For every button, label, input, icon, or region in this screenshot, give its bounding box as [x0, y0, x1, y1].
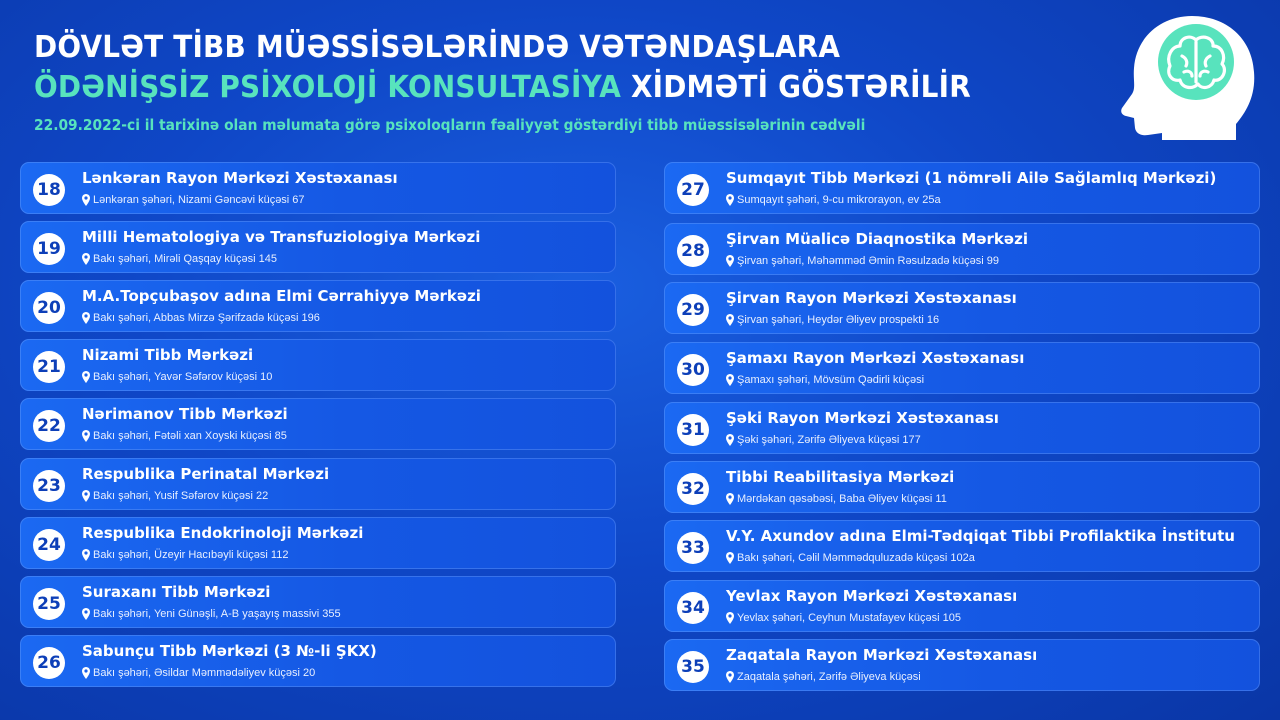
location-pin-icon [82, 549, 90, 561]
facility-card [20, 280, 616, 332]
facility-address-row [82, 252, 277, 266]
facility-address-row [726, 670, 921, 684]
facility-name: V.Y. Axundov adına Elmi-Tədqiqat Tibbi Profilaktika İnstitutu [726, 527, 1235, 545]
facility-number-badge: 22 [33, 410, 65, 442]
location-pin-icon [726, 314, 734, 326]
facility-number-badge: 24 [33, 529, 65, 561]
facility-address-row [726, 433, 921, 447]
facility-card [20, 162, 616, 214]
facility-number-badge: 18 [33, 174, 65, 206]
facility-card [664, 520, 1260, 572]
facility-address: Bakı şəhəri, Mirəli Qaşqay küçəsi 145 [93, 253, 278, 265]
facility-address-row [726, 611, 961, 625]
facility-name: Şəki Rayon Mərkəzi Xəstəxanası [726, 409, 999, 427]
facility-card [664, 639, 1260, 691]
location-pin-icon [726, 434, 734, 446]
facility-number-badge: 28 [677, 235, 709, 267]
facility-number-badge: 21 [33, 351, 65, 383]
title-accent-text: ÖDƏNİŞSİZ PSİXOLOJİ KONSULTASİYA [34, 70, 622, 105]
location-pin-icon [82, 608, 90, 620]
facility-number-badge: 34 [677, 592, 709, 624]
facility-number-badge: 27 [677, 174, 709, 206]
facility-card [664, 342, 1260, 394]
facility-address-row [82, 429, 287, 443]
facility-number-badge: 33 [677, 532, 709, 564]
facility-address: Sumqayıt şəhəri, 9-cu mikrorayon, ev 25a [737, 194, 941, 206]
facility-number-badge: 35 [677, 651, 709, 683]
facility-address: Yevlax şəhəri, Ceyhun Mustafayev küçəsi 105 [737, 612, 961, 624]
facility-address-row [82, 548, 288, 562]
location-pin-icon [726, 255, 734, 267]
facility-address-row [726, 254, 999, 268]
header [34, 28, 1114, 134]
facility-number-badge: 20 [33, 292, 65, 324]
facility-address: Şirvan şəhəri, Məhəmməd Əmin Rəsulzadə küçəsi 99 [737, 255, 1000, 267]
facility-number-badge: 23 [33, 470, 65, 502]
facility-address: Bakı şəhəri, Yavər Səfərov küçəsi 10 [93, 371, 273, 383]
facility-address: Şirvan şəhəri, Heydər Əliyev prospekti 16 [737, 314, 940, 326]
facility-address: Bakı şəhəri, Cəlil Məmmədquluzadə küçəsi 102a [737, 552, 975, 564]
facility-number-badge: 32 [677, 473, 709, 505]
facility-address-row [82, 666, 315, 680]
facility-address-row [82, 193, 305, 207]
facility-card [664, 282, 1260, 334]
facility-name: Şamaxı Rayon Mərkəzi Xəstəxanası [726, 349, 1025, 367]
facility-card [664, 162, 1260, 214]
facility-card [20, 221, 616, 273]
facility-address: Mərdəkan qəsəbəsi, Baba Əliyev küçəsi 11 [737, 493, 947, 505]
location-pin-icon [726, 493, 734, 505]
facility-address-row [726, 193, 941, 207]
facility-number-badge: 29 [677, 294, 709, 326]
title-line-2 [34, 68, 1038, 108]
facility-card [20, 635, 616, 687]
facility-address: Şamaxı şəhəri, Mövsüm Qədirli küçəsi [737, 374, 925, 386]
location-pin-icon [82, 667, 90, 679]
location-pin-icon [82, 312, 90, 324]
location-pin-icon [82, 490, 90, 502]
facility-number-badge: 31 [677, 414, 709, 446]
location-pin-icon [726, 194, 734, 206]
facility-address-row [82, 370, 272, 384]
facility-card [664, 580, 1260, 632]
facility-name: Respublika Perinatal Mərkəzi [82, 465, 330, 483]
facility-address: Bakı şəhəri, Yusif Səfərov küçəsi 22 [93, 490, 269, 502]
title-text-1: DÖVLƏT TİBB MÜƏSSİSƏLƏRİNDƏ VƏTƏNDAŞLARA [34, 30, 841, 65]
facility-card [20, 339, 616, 391]
facility-address: Bakı şəhəri, Yeni Günəşli, A-B yaşayış massivi 355 [93, 608, 341, 620]
facility-address-row [82, 607, 341, 621]
facility-name: Tibbi Reabilitasiya Mərkəzi [726, 468, 955, 486]
facility-number-badge: 26 [33, 647, 65, 679]
facility-address: Bakı şəhəri, Fətəli xan Xoyski küçəsi 85 [93, 430, 287, 442]
facility-name: Nərimanov Tibb Mərkəzi [82, 405, 288, 423]
facility-address-row [726, 313, 939, 327]
facility-card [20, 576, 616, 628]
facility-card [664, 223, 1260, 275]
location-pin-icon [82, 194, 90, 206]
facility-name: Yevlax Rayon Mərkəzi Xəstəxanası [726, 587, 1018, 605]
facility-address-row [726, 492, 947, 506]
facility-number-badge: 19 [33, 233, 65, 265]
facility-name: Şirvan Rayon Mərkəzi Xəstəxanası [726, 289, 1017, 307]
facility-name: Zaqatala Rayon Mərkəzi Xəstəxanası [726, 646, 1038, 664]
facility-address-row [82, 311, 320, 325]
title-line-1 [34, 28, 1038, 68]
facility-name: Nizami Tibb Mərkəzi [82, 346, 254, 364]
facility-address: Bakı şəhəri, Əsildar Məmmədəliyev küçəsi 20 [93, 667, 316, 679]
facility-name: M.A.Topçubaşov adına Elmi Cərrahiyyə Mərkəzi [82, 287, 481, 305]
facility-name: Milli Hematologiya və Transfuziologiya Mərkəzi [82, 228, 481, 246]
location-pin-icon [726, 671, 734, 683]
head-brain-icon [1118, 8, 1268, 140]
facility-name: Şirvan Müalicə Diaqnostika Mərkəzi [726, 230, 1028, 248]
facility-address-row [726, 551, 975, 565]
location-pin-icon [82, 253, 90, 265]
facility-name: Suraxanı Tibb Mərkəzi [82, 583, 271, 601]
facility-name: Respublika Endokrinoloji Mərkəzi [82, 524, 364, 542]
facility-card [20, 458, 616, 510]
facility-address-row [726, 373, 924, 387]
title-text-2: XİDMƏTİ GÖSTƏRİLİR [621, 70, 971, 105]
facility-number-badge: 30 [677, 354, 709, 386]
facility-address: Bakı şəhəri, Üzeyir Hacıbəyli küçəsi 112 [93, 549, 289, 561]
facility-address: Bakı şəhəri, Abbas Mirzə Şərifzadə küçəsi 196 [93, 312, 320, 324]
facility-card [664, 461, 1260, 513]
facility-name: Sabunçu Tibb Mərkəzi (3 №-li ŞKX) [82, 642, 377, 660]
facility-card [20, 398, 616, 450]
facility-address-row [82, 489, 268, 503]
location-pin-icon [726, 552, 734, 564]
location-pin-icon [726, 612, 734, 624]
facility-name: Sumqayıt Tibb Mərkəzi (1 nömrəli Ailə Sağlamlıq Mərkəzi) [726, 169, 1217, 187]
location-pin-icon [726, 374, 734, 386]
facility-address: Şəki şəhəri, Zərifə Əliyeva küçəsi 177 [737, 434, 921, 446]
location-pin-icon [82, 430, 90, 442]
location-pin-icon [82, 371, 90, 383]
facility-address: Zaqatala şəhəri, Zərifə Əliyeva küçəsi [737, 671, 921, 683]
facility-card [664, 402, 1260, 454]
facility-card [20, 517, 616, 569]
page-subtitle: 22.09.2022-ci il tarixinə olan məlumata görə psixoloqların fəaliyyət göstərdiyi tibb müəssisələrinin cədvəli [34, 116, 866, 134]
facility-name: Lənkəran Rayon Mərkəzi Xəstəxanası [82, 169, 398, 187]
facility-address: Lənkəran şəhəri, Nizami Gəncəvi küçəsi 67 [93, 194, 305, 206]
facility-number-badge: 25 [33, 588, 65, 620]
